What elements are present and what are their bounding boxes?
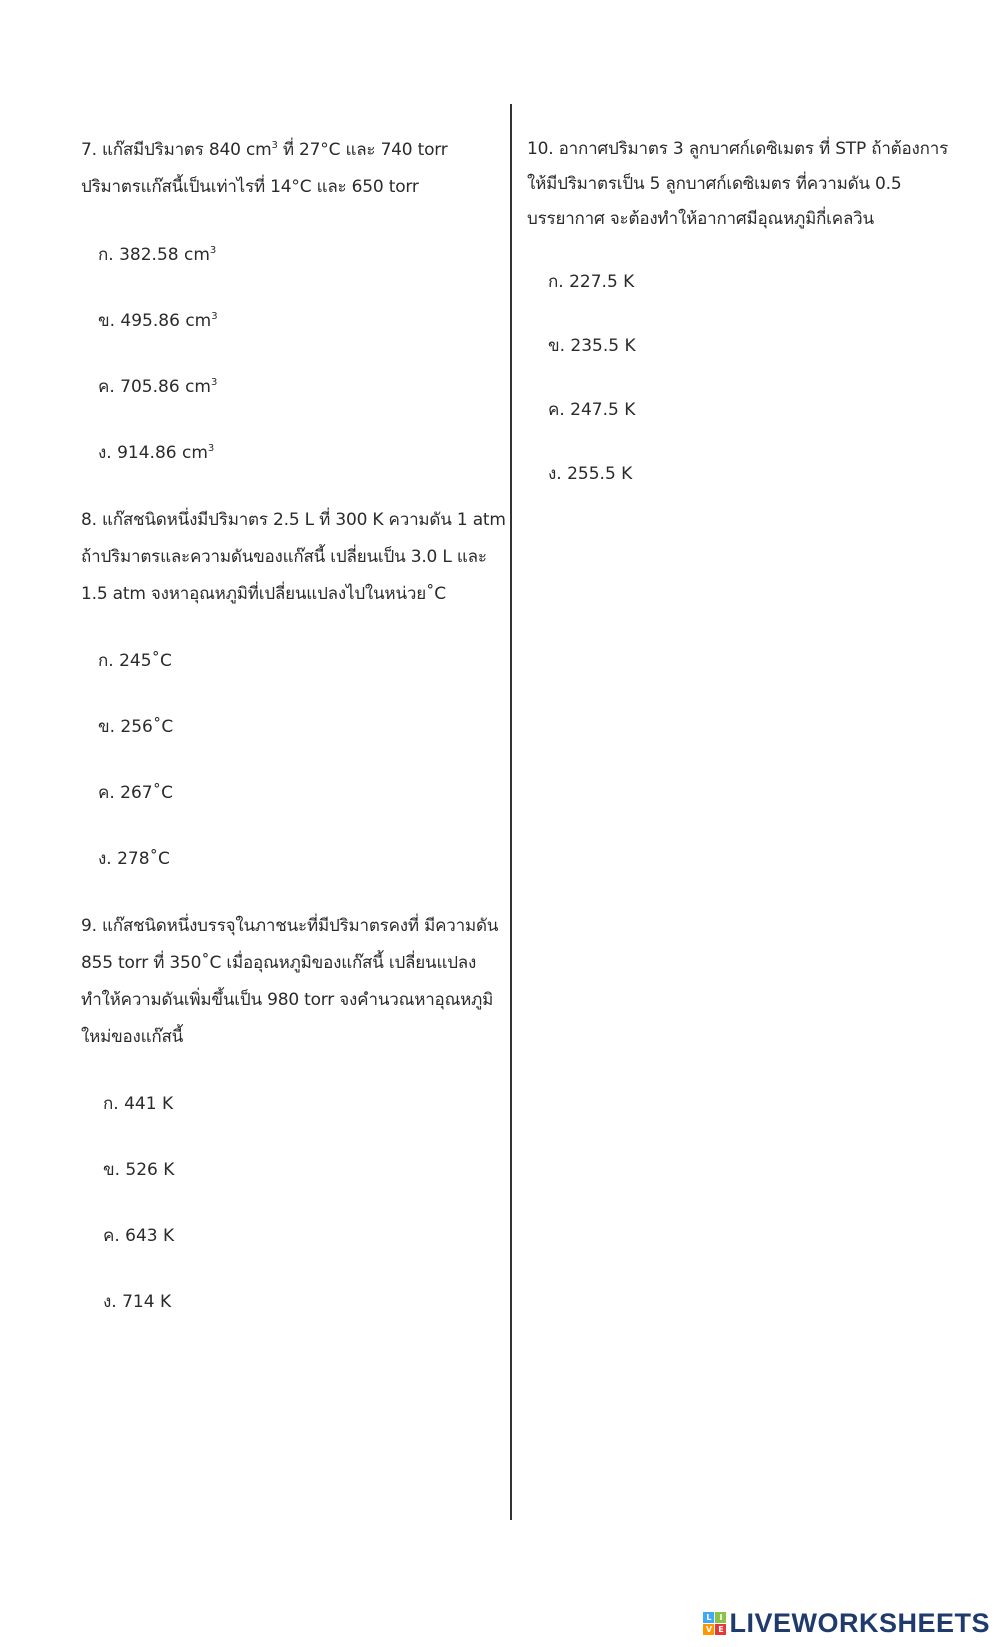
- q7-line1-a: 7. แก๊สมีปริมาตร 840 cm: [81, 140, 272, 160]
- q7-choice-d-label: ง. 914.86 cm: [98, 443, 208, 463]
- q10-choice-a[interactable]: ก. 227.5 K: [548, 272, 635, 292]
- q10-text-line-3: บรรยากาศ จะต้องทำให้อากาศมีอุณหภูมิกี่เคลวิน: [527, 209, 874, 229]
- q9-text-line-2: 855 torr ที่ 350˚C เมื่ออุณหภูมิของแก๊สนี้ เปลี่ยนแปลง: [81, 953, 477, 973]
- logo-letter-e: E: [715, 1624, 726, 1635]
- q10-text-line-1: 10. อากาศปริมาตร 3 ลูกบาศก์เดซิเมตร ที่ STP ถ้าต้องการ: [527, 139, 949, 159]
- q7-choice-a[interactable]: [98, 243, 216, 267]
- q7-choice-d[interactable]: [98, 441, 214, 465]
- q8-text-line-1: 8. แก๊สชนิดหนึ่งมีปริมาตร 2.5 L ที่ 300 K ความดัน 1 atm: [81, 510, 506, 530]
- liveworksheets-logo-icon: [703, 1612, 726, 1635]
- column-divider: [510, 104, 512, 1520]
- q7-text-line-2: ปริมาตรแก๊สนี้เป็นเท่าไรที่ 14°C และ 650 torr: [81, 177, 419, 197]
- q8-text-line-3: 1.5 atm จงหาอุณหภูมิที่เปลี่ยนแปลงไปในหน่วย˚C: [81, 584, 446, 604]
- q7-choice-c[interactable]: [98, 375, 217, 399]
- q7-choice-a-label: ก. 382.58 cm: [98, 245, 210, 265]
- q8-choice-b[interactable]: ข. 256˚C: [98, 717, 174, 737]
- q10-text-line-2: ให้มีปริมาตรเป็น 5 ลูกบาศก์เดซิเมตร ที่ความดัน 0.5: [527, 174, 902, 194]
- q7-text-line-1: [81, 138, 448, 162]
- q10-choice-c[interactable]: ค. 247.5 K: [548, 400, 636, 420]
- q8-choice-d[interactable]: ง. 278˚C: [98, 849, 170, 869]
- q9-choice-a[interactable]: ก. 441 K: [103, 1094, 174, 1114]
- q7-choice-b-sup: 3: [211, 311, 218, 322]
- q10-choice-d[interactable]: ง. 255.5 K: [548, 464, 633, 484]
- q7-choice-b-label: ข. 495.86 cm: [98, 311, 212, 331]
- q7-choice-c-label: ค. 705.86 cm: [98, 377, 211, 397]
- q7-choice-a-sup: 3: [209, 245, 217, 256]
- q7-line1-sup: 3: [271, 140, 278, 151]
- logo-letter-v: V: [703, 1624, 714, 1635]
- q8-text-line-2: ถ้าปริมาตรและความดันของแก๊สนี้ เปลี่ยนเป็น 3.0 L และ: [81, 547, 487, 567]
- q7-choice-d-sup: 3: [207, 443, 215, 454]
- logo-letter-l: L: [703, 1612, 714, 1623]
- q9-text-line-4: ใหม่ของแก๊สนี้: [81, 1027, 184, 1047]
- liveworksheets-logo-text: LIVEWORKSHEETS: [729, 1608, 990, 1638]
- q9-choice-b[interactable]: ข. 526 K: [103, 1160, 175, 1180]
- q8-choice-c[interactable]: ค. 267˚C: [98, 783, 173, 803]
- q9-text-line-3: ทำให้ความดันเพิ่มขึ้นเป็น 980 torr จงคำนวณหาอุณหภูมิ: [81, 990, 494, 1010]
- q9-choice-d[interactable]: ง. 714 K: [103, 1292, 172, 1312]
- liveworksheets-logo: [703, 1608, 990, 1639]
- q7-line1-b: ที่ 27°C และ 740 torr: [277, 140, 448, 160]
- q9-text-line-1: 9. แก๊สชนิดหนึ่งบรรจุในภาชนะที่มีปริมาตรคงที่ มีความดัน: [81, 916, 499, 936]
- logo-letter-i: I: [715, 1612, 726, 1623]
- q7-choice-c-sup: 3: [210, 377, 218, 388]
- q10-choice-b[interactable]: ข. 235.5 K: [548, 336, 636, 356]
- q7-choice-b[interactable]: [98, 309, 218, 333]
- q8-choice-a[interactable]: ก. 245˚C: [98, 651, 172, 671]
- q9-choice-c[interactable]: ค. 643 K: [103, 1226, 175, 1246]
